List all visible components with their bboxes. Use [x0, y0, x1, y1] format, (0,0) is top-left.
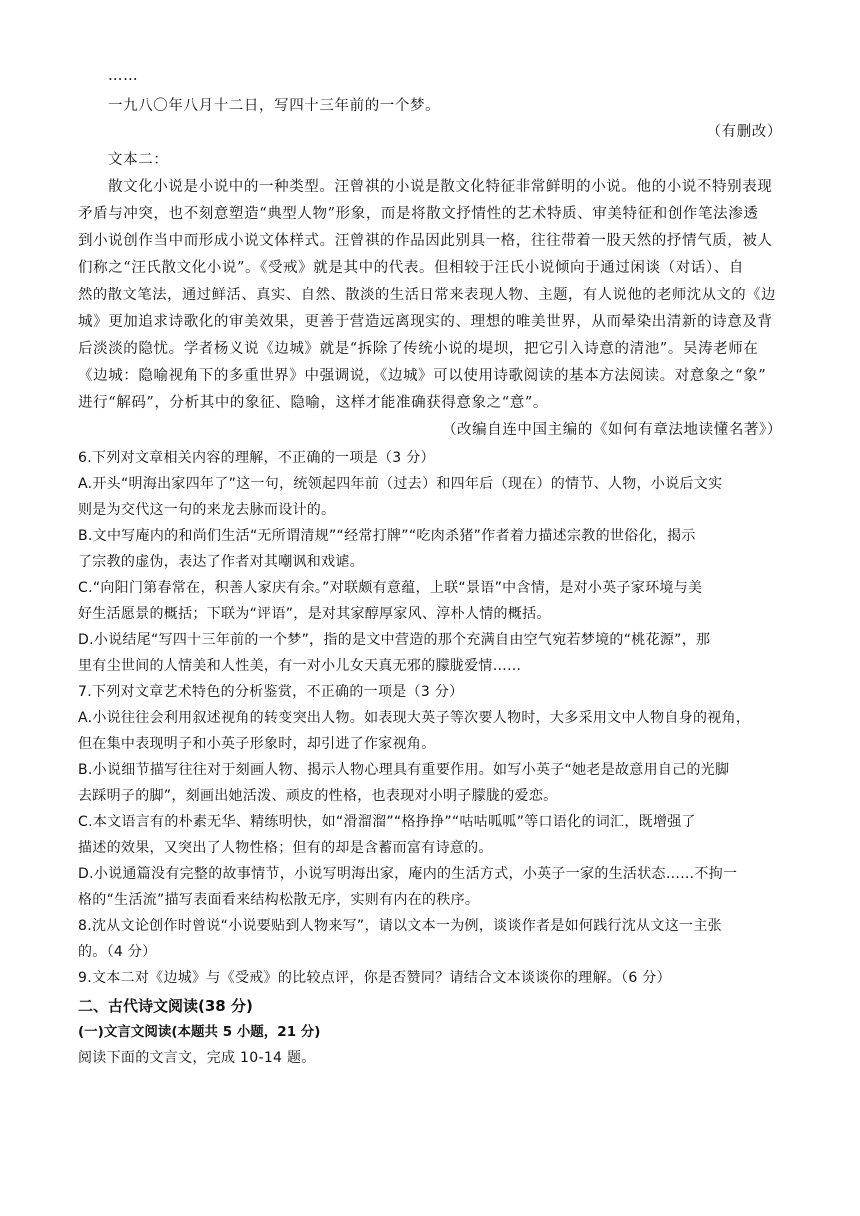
text2-line: 后淡淡的隐忧。学者杨义说《边城》就是“拆除了传统小说的堤坝，把它引入诗意的清池”。吴涛老师在	[78, 341, 759, 357]
option-d: D.小说通篇没有完整的故事情节，小说写明海出家，庵内的生活方式，小英子一家的生活状态……不拘一	[78, 866, 738, 882]
option-b-cont: 了宗教的虚伪，表达了作者对其嘲讽和戏谑。	[78, 554, 364, 570]
question-stem: 7.下列对文章艺术特色的分析鉴赏，不正确的一项是（3 分）	[78, 684, 464, 700]
option-d-cont: 里有尘世间的人情美和人性美，有一对小儿女天真无邪的朦胧爱情……	[78, 658, 522, 674]
text2-line: 《边城：隐喻视角下的多重世界》中强调说，《边城》可以使用诗歌阅读的基本方法阅读。对意象之“象”	[78, 368, 767, 384]
ellipsis: ……	[108, 68, 139, 84]
subsection-heading: (一)文言文阅读(本题共 5 小题，21 分)	[78, 1024, 321, 1040]
option-b: B.小说细节描写往往对于刻画人物、揭示人物心理具有重要作用。如写小英子“她老是故意用自己的光脚	[78, 762, 730, 778]
question-stem: 8.沈从文论创作时曾说“小说要贴到人物来写”，请以文本一为例，谈谈作者是如何践行沈从文这一主张	[78, 918, 722, 934]
option-d: D.小说结尾“写四十三年前的一个梦”，指的是文中营造的那个充满自由空气宛若梦境的“桃花源”，那	[78, 632, 711, 648]
text2-line: 矛盾与冲突，也不刻意塑造“典型人物”形象，而是将散文抒情性的艺术特质、审美特征和创作笔法渗透	[78, 206, 759, 222]
option-a-cont: 但在集中表现明子和小英子形象时，却引进了作家视角。	[78, 736, 436, 752]
option-b: B.文中写庵内的和尚们生活“无所谓清规”“经常打牌”“吃肉杀猪”作者着力描述宗教的世俗化，揭示	[78, 528, 696, 544]
question-stem-cont: 的。（4 分）	[78, 944, 157, 960]
option-c-cont: 描述的效果，又突出了人物性格；但有的却是含蓄而富有诗意的。	[78, 840, 493, 856]
date-line: 一九八〇年八月十二日，写四十三年前的一个梦。	[108, 98, 441, 114]
option-a: A.小说往往会利用叙述视角的转变突出人物。如表现大英子等次要人物时，大多采用文中人物自身的视角，	[78, 710, 751, 726]
question-9: 9.文本二对《边城》与《受戒》的比较点评，你是否赞同？请结合文本谈谈你的理解。（6 分）	[78, 970, 671, 986]
text2-line: 们称之“汪氏散文化小说”。《受戒》就是其中的代表。但相较于汪氏小说倾向于通过闲谈（对话）、自	[78, 260, 744, 276]
option-a: A.开头“明海出家四年了”这一句，统领起四年前（过去）和四年后（现在）的情节、人物，小说后文实	[78, 476, 723, 492]
revision-note: （有删改）	[706, 124, 782, 140]
text2-label: 文本二：	[108, 152, 169, 168]
option-c: C.本文语言有的朴素无华、精练明快，如“滑溜溜”“格挣挣”“咕咕呱呱”等口语化的词汇，既增强了	[78, 814, 696, 830]
option-c-cont: 好生活愿景的概括；下联为“评语”，是对其家醇厚家风、淳朴人情的概括。	[78, 606, 551, 622]
text2-line: 进行“解码”，分析其中的象征、隐喻，这样才能准确获得意象之“意”。	[78, 395, 548, 411]
option-d-cont: 格的“生活流”描写表面看来结构松散无序，实则有内在的秩序。	[78, 892, 480, 908]
option-c: C.“向阳门第春常在，积善人家庆有余。”对联颇有意蕴，上联“景语”中含情，是对小英子家环境与美	[78, 580, 703, 596]
text2-line: 然的散文笔法，通过鲜活、真实、自然、散淡的生活日常来表现人物、主题，有人说他的老师沈从文的《边	[78, 287, 776, 303]
text2-line: 城》更加追求诗歌化的审美效果，更善于营造远离现实的、理想的唯美世界，从而晕染出清新的诗意及背	[78, 314, 773, 330]
text2-line: 散文化小说是小说中的一种类型。汪曾祺的小说是散文化特征非常鲜明的小说。他的小说不特别表现	[108, 179, 773, 195]
option-a-cont: 则是为交代这一句的来龙去脉而设计的。	[78, 502, 336, 518]
text2-line: 到小说创作当中而形成小说文体样式。汪曾祺的作品因此别具一格，往往带着一股天然的抒情气质，被人	[78, 233, 773, 249]
text2-source: （改编自连中国主编的《如何有章法地读懂名著》）	[441, 422, 782, 438]
option-b-cont: 去踩明子的脚”，刻画出她活泼、顽皮的性格，也表现对小明子朦胧的爱恋。	[78, 788, 558, 804]
section-heading: 二、古代诗文阅读(38 分)	[78, 997, 253, 1015]
reading-instruction: 阅读下面的文言文，完成 10-14 题。	[78, 1050, 316, 1066]
question-stem: 6.下列对文章相关内容的理解，不正确的一项是（3 分）	[78, 450, 435, 466]
